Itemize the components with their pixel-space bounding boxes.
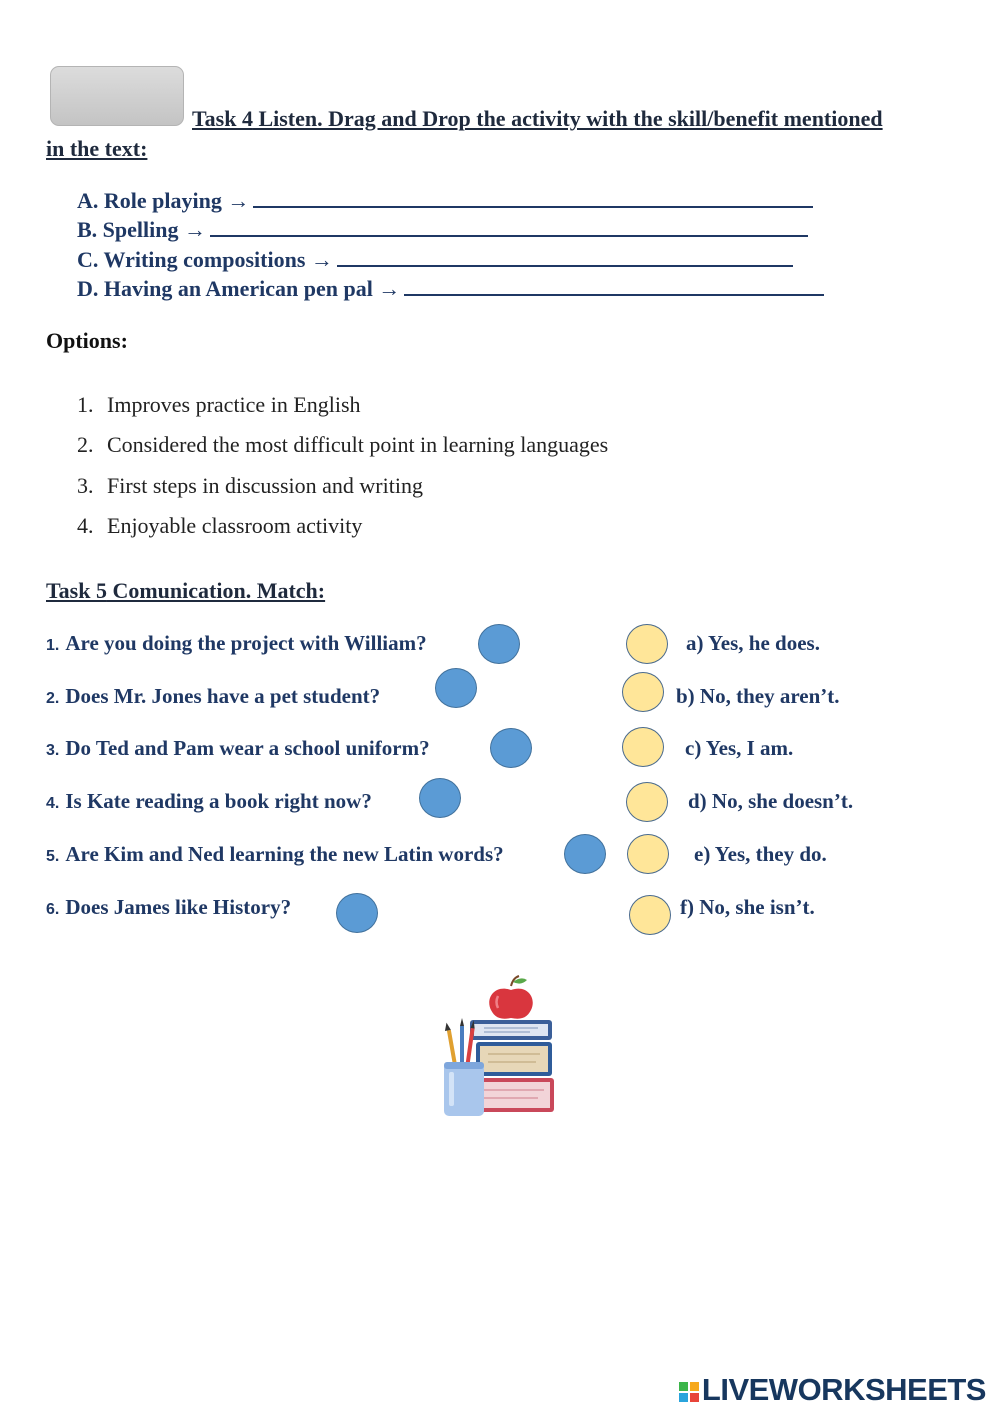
match-dot-answer-b[interactable] [622, 672, 664, 712]
question-text: Are you doing the project with William? [65, 631, 427, 655]
option-text: First steps in discussion and writing [107, 473, 423, 498]
question-number: 3. [46, 742, 60, 759]
task4-label: Task 4 [192, 106, 253, 131]
match-dot-answer-e[interactable] [627, 834, 669, 874]
option-item[interactable] [77, 432, 608, 458]
question-row [46, 684, 380, 709]
question-number: 4. [46, 795, 60, 812]
answer-f: f) No, she isn’t. [680, 895, 815, 919]
activity-label: B. Spelling → [77, 217, 206, 242]
activity-row [77, 276, 824, 302]
option-item[interactable] [77, 513, 362, 539]
task5-label: Task 5 [46, 578, 107, 603]
question-number: 6. [46, 901, 60, 918]
option-number: 2. [77, 432, 94, 457]
option-number: 1. [77, 392, 94, 417]
activity-row [77, 188, 813, 214]
task4-heading [192, 106, 883, 132]
liveworksheets-logo [679, 1372, 986, 1408]
question-text: Are Kim and Ned learning the new Latin words? [65, 842, 504, 866]
match-dot-answer-c[interactable] [622, 727, 664, 767]
match-dot-answer-f[interactable] [629, 895, 671, 935]
option-item[interactable] [77, 392, 361, 418]
question-number: 1. [46, 637, 60, 654]
logo-mark-icon [679, 1382, 699, 1402]
drop-zone-d[interactable] [404, 276, 824, 296]
task4-instruction-continued: in the text: [46, 136, 148, 161]
question-number: 2. [46, 690, 60, 707]
activity-label: D. Having an American pen pal → [77, 276, 401, 301]
answer-a: a) Yes, he does. [686, 631, 820, 655]
match-dot-question-3[interactable] [490, 728, 532, 768]
drop-zone-a[interactable] [253, 188, 813, 208]
question-text: Is Kate reading a book right now? [65, 789, 372, 813]
match-dot-question-1[interactable] [478, 624, 520, 664]
question-row [46, 736, 430, 761]
match-dot-question-6[interactable] [336, 893, 378, 933]
option-number: 4. [77, 513, 94, 538]
activity-row [77, 247, 793, 273]
task5-heading [46, 578, 325, 604]
answer-b: b) No, they aren’t. [676, 684, 840, 708]
activity-row [77, 217, 808, 243]
answer-c: c) Yes, I am. [685, 736, 794, 760]
question-text: Does James like History? [65, 895, 292, 919]
task4-instruction: Listen. Drag and Drop the activity with the skill/benefit mentioned [252, 106, 883, 131]
question-row [46, 789, 372, 814]
question-number: 5. [46, 848, 60, 865]
match-dot-question-5[interactable] [564, 834, 606, 874]
question-row [46, 631, 427, 656]
drop-zone-c[interactable] [337, 247, 793, 267]
options-title: Options: [46, 328, 128, 353]
books-apple-illustration [440, 972, 560, 1120]
match-dot-question-4[interactable] [419, 778, 461, 818]
question-text: Does Mr. Jones have a pet student? [65, 684, 381, 708]
activity-label: C. Writing compositions → [77, 247, 333, 272]
audio-play-button[interactable] [50, 66, 184, 126]
drop-zone-b[interactable] [210, 217, 808, 237]
question-row [46, 842, 504, 867]
option-text: Enjoyable classroom activity [107, 513, 363, 538]
option-number: 3. [77, 473, 94, 498]
logo-text: LIVEWORKSHEETS [701, 1372, 986, 1407]
match-dot-answer-d[interactable] [626, 782, 668, 822]
answer-d: d) No, she doesn’t. [688, 789, 854, 813]
match-dot-answer-a[interactable] [626, 624, 668, 664]
answer-e: e) Yes, they do. [694, 842, 827, 866]
question-text: Do Ted and Pam wear a school uniform? [65, 736, 430, 760]
activity-label: A. Role playing → [77, 188, 250, 213]
option-text: Improves practice in English [107, 392, 361, 417]
option-item[interactable] [77, 473, 423, 499]
question-row [46, 895, 291, 920]
match-dot-question-2[interactable] [435, 668, 477, 708]
task5-title: Comunication. Match: [106, 578, 326, 603]
option-text: Considered the most difficult point in learning languages [107, 432, 609, 457]
